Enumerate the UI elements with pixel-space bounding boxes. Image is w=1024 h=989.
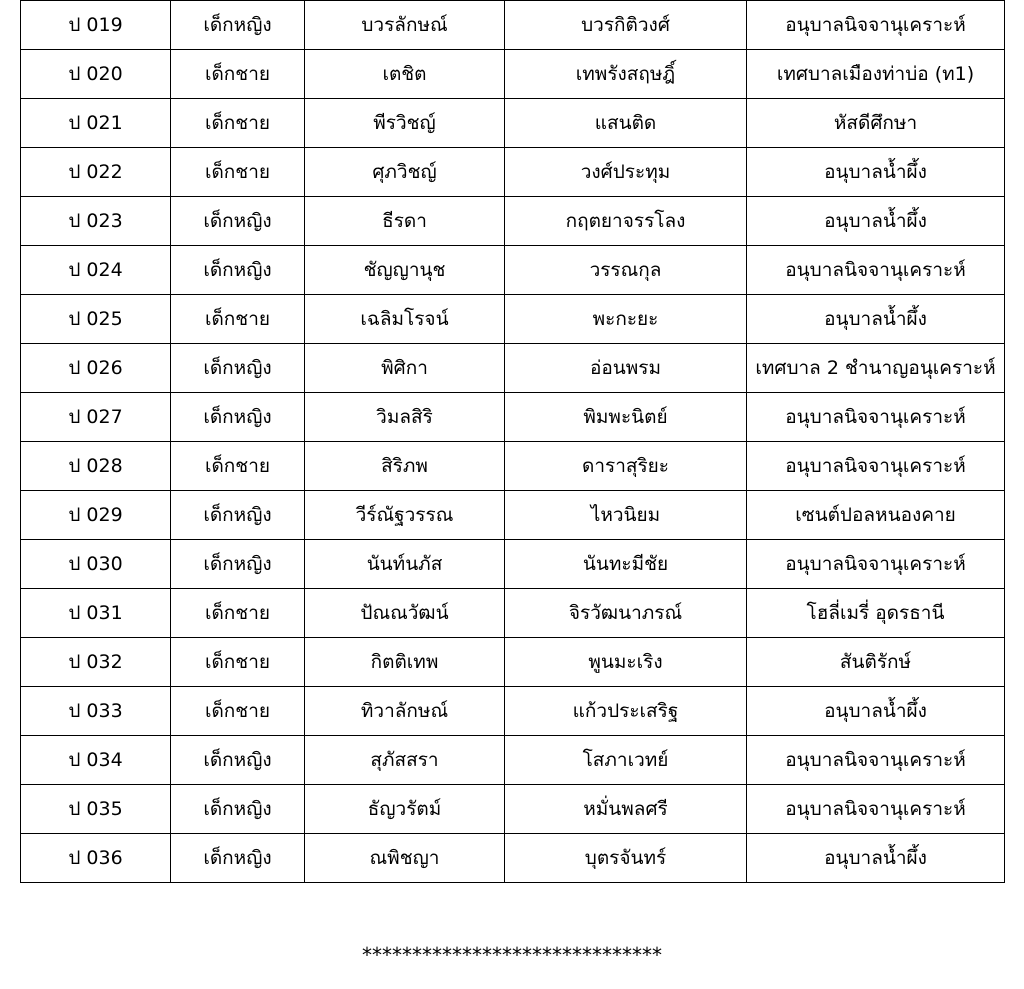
student-school-cell: อนุบาลนิจจานุเคราะห์	[747, 785, 1005, 834]
table-body	[21, 1, 1005, 883]
student-school-cell: อนุบาลนิจจานุเคราะห์	[747, 393, 1005, 442]
table-row	[21, 834, 1005, 883]
student-title-cell: เด็กชาย	[171, 99, 305, 148]
student-roster-table	[20, 0, 1005, 883]
student-id-cell: ป 022	[21, 148, 171, 197]
student-lastname-cell: อ่อนพรม	[505, 344, 747, 393]
student-lastname-cell: จิรวัฒนาภรณ์	[505, 589, 747, 638]
table-row	[21, 589, 1005, 638]
student-id-cell: ป 036	[21, 834, 171, 883]
student-lastname-cell: แสนติด	[505, 99, 747, 148]
student-firstname-cell: พิศิกา	[305, 344, 505, 393]
student-school-cell: อนุบาลนิจจานุเคราะห์	[747, 442, 1005, 491]
student-firstname-cell: ธัญวรัตม์	[305, 785, 505, 834]
student-school-cell: เทศบาล 2 ชำนาญอนุเคราะห์	[747, 344, 1005, 393]
student-firstname-cell: ทิวาลักษณ์	[305, 687, 505, 736]
student-firstname-cell: กิตติเทพ	[305, 638, 505, 687]
student-lastname-cell: ดาราสุริยะ	[505, 442, 747, 491]
student-title-cell: เด็กหญิง	[171, 785, 305, 834]
student-id-cell: ป 020	[21, 50, 171, 99]
table-row	[21, 148, 1005, 197]
student-id-cell: ป 027	[21, 393, 171, 442]
student-firstname-cell: สุภัสสรา	[305, 736, 505, 785]
student-school-cell: อนุบาลนิจจานุเคราะห์	[747, 246, 1005, 295]
student-firstname-cell: วิมลสิริ	[305, 393, 505, 442]
student-title-cell: เด็กหญิง	[171, 246, 305, 295]
student-title-cell: เด็กชาย	[171, 687, 305, 736]
student-id-cell: ป 021	[21, 99, 171, 148]
student-title-cell: เด็กชาย	[171, 442, 305, 491]
student-lastname-cell: ไหวนิยม	[505, 491, 747, 540]
student-school-cell: โฮลี่เมรี่ อุดรธานี	[747, 589, 1005, 638]
student-school-cell: อนุบาลน้ำผึ้ง	[747, 148, 1005, 197]
student-title-cell: เด็กหญิง	[171, 197, 305, 246]
student-id-cell: ป 026	[21, 344, 171, 393]
table-row	[21, 491, 1005, 540]
student-firstname-cell: สิริภพ	[305, 442, 505, 491]
student-id-cell: ป 019	[21, 1, 171, 50]
student-school-cell: สันติรักษ์	[747, 638, 1005, 687]
footer-asterisk-divider: ******************************	[362, 943, 662, 967]
student-school-cell: เซนต์ปอลหนองคาย	[747, 491, 1005, 540]
student-title-cell: เด็กชาย	[171, 638, 305, 687]
table-row	[21, 246, 1005, 295]
student-title-cell: เด็กหญิง	[171, 834, 305, 883]
student-firstname-cell: พีรวิชญ์	[305, 99, 505, 148]
student-lastname-cell: บุตรจันทร์	[505, 834, 747, 883]
student-title-cell: เด็กหญิง	[171, 736, 305, 785]
table-row	[21, 295, 1005, 344]
student-title-cell: เด็กชาย	[171, 295, 305, 344]
table-row	[21, 785, 1005, 834]
student-id-cell: ป 035	[21, 785, 171, 834]
student-title-cell: เด็กหญิง	[171, 344, 305, 393]
student-lastname-cell: หมั่นพลศรี	[505, 785, 747, 834]
student-firstname-cell: ชัญญานุช	[305, 246, 505, 295]
student-school-cell: หัสดีศึกษา	[747, 99, 1005, 148]
student-school-cell: อนุบาลน้ำผึ้ง	[747, 834, 1005, 883]
student-title-cell: เด็กหญิง	[171, 491, 305, 540]
student-lastname-cell: บวรกิติวงศ์	[505, 1, 747, 50]
table-row	[21, 540, 1005, 589]
student-id-cell: ป 034	[21, 736, 171, 785]
student-lastname-cell: แก้วประเสริฐ	[505, 687, 747, 736]
student-id-cell: ป 025	[21, 295, 171, 344]
student-school-cell: อนุบาลน้ำผึ้ง	[747, 687, 1005, 736]
student-id-cell: ป 031	[21, 589, 171, 638]
student-title-cell: เด็กหญิง	[171, 393, 305, 442]
student-id-cell: ป 023	[21, 197, 171, 246]
student-title-cell: เด็กชาย	[171, 50, 305, 99]
table-row	[21, 687, 1005, 736]
student-school-cell: อนุบาลนิจจานุเคราะห์	[747, 1, 1005, 50]
student-firstname-cell: เตชิต	[305, 50, 505, 99]
student-id-cell: ป 032	[21, 638, 171, 687]
student-lastname-cell: โสภาเวทย์	[505, 736, 747, 785]
student-id-cell: ป 028	[21, 442, 171, 491]
table-row	[21, 736, 1005, 785]
student-id-cell: ป 033	[21, 687, 171, 736]
student-lastname-cell: พะกะยะ	[505, 295, 747, 344]
student-school-cell: อนุบาลน้ำผึ้ง	[747, 295, 1005, 344]
student-firstname-cell: นันท์นภัส	[305, 540, 505, 589]
table-row	[21, 442, 1005, 491]
student-id-cell: ป 029	[21, 491, 171, 540]
student-firstname-cell: บวรลักษณ์	[305, 1, 505, 50]
table-row	[21, 50, 1005, 99]
table-row	[21, 99, 1005, 148]
table-row	[21, 1, 1005, 50]
student-title-cell: เด็กชาย	[171, 148, 305, 197]
student-lastname-cell: วงศ์ประทุม	[505, 148, 747, 197]
student-firstname-cell: ธีรดา	[305, 197, 505, 246]
student-lastname-cell: วรรณกุล	[505, 246, 747, 295]
table-row	[21, 197, 1005, 246]
student-title-cell: เด็กชาย	[171, 589, 305, 638]
student-firstname-cell: ศุภวิชญ์	[305, 148, 505, 197]
student-school-cell: อนุบาลน้ำผึ้ง	[747, 197, 1005, 246]
student-lastname-cell: กฤตยาจรรโลง	[505, 197, 747, 246]
student-firstname-cell: วีร์ณัฐวรรณ	[305, 491, 505, 540]
table-row	[21, 638, 1005, 687]
student-school-cell: เทศบาลเมืองท่าบ่อ (ท1)	[747, 50, 1005, 99]
student-title-cell: เด็กหญิง	[171, 540, 305, 589]
student-lastname-cell: เทพรังสฤษฎิ์	[505, 50, 747, 99]
table-row	[21, 393, 1005, 442]
student-school-cell: อนุบาลนิจจานุเคราะห์	[747, 540, 1005, 589]
student-firstname-cell: ปัณณวัฒน์	[305, 589, 505, 638]
student-lastname-cell: พิมพะนิตย์	[505, 393, 747, 442]
table-row	[21, 344, 1005, 393]
student-school-cell: อนุบาลนิจจานุเคราะห์	[747, 736, 1005, 785]
student-firstname-cell: ณพิชญา	[305, 834, 505, 883]
student-lastname-cell: นันทะมีชัย	[505, 540, 747, 589]
student-id-cell: ป 024	[21, 246, 171, 295]
student-id-cell: ป 030	[21, 540, 171, 589]
student-lastname-cell: พูนมะเริง	[505, 638, 747, 687]
student-firstname-cell: เฉลิมโรจน์	[305, 295, 505, 344]
student-title-cell: เด็กหญิง	[171, 1, 305, 50]
